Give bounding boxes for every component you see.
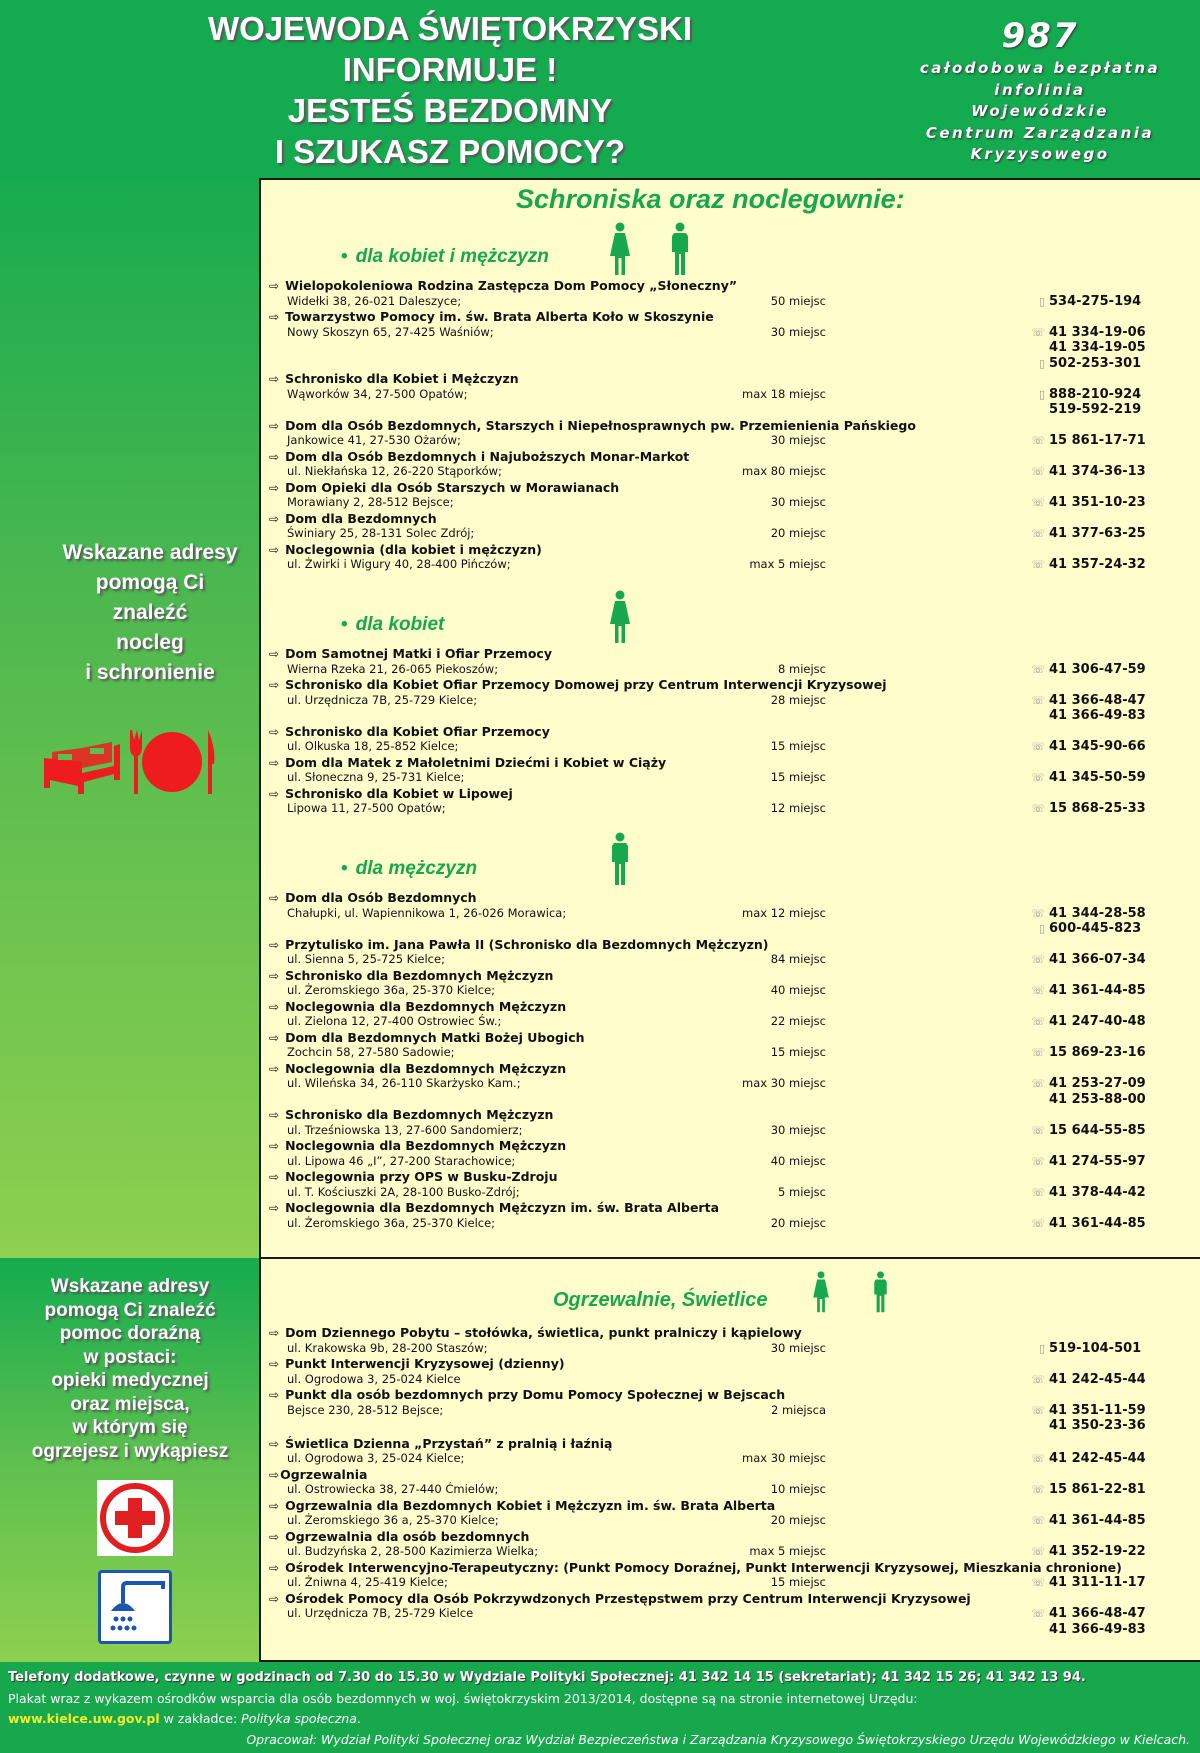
list-item: ⇨ Noclegownia przy OPS w Busku-Zdroju ul. T. Kościuszki 2A, 28-100 Busko-Zdrój; 5 miejsc ☏ 41 378-44-42 — [269, 1169, 1146, 1200]
facility-address: ul. Ostrowiecka 38, 27-440 Ćmielów; — [287, 1482, 499, 1496]
facility-address: ul. Żeromskiego 36a, 25-370 Kielce; — [287, 983, 496, 997]
sidebar-text-line: ogrzejesz i wykąpiesz — [31, 1440, 229, 1462]
facility-places: max 80 miejsc — [742, 464, 826, 478]
facility-places: 2 miejsca — [770, 1402, 826, 1417]
facility-address: ul. Sienna 5, 25-725 Kielce; — [287, 952, 445, 966]
facility-name: Towarzystwo Pomocy im. św. Brata Alberta Koło w Skoszynie — [285, 309, 714, 324]
facility-name: Ogrzewalnia dla osób bezdomnych — [285, 1528, 530, 1544]
list-item: ⇨ Ogrzewalnia dla Bezdomnych Kobiet i Mężczyzn im. św. Brata Alberta ul. Żeromskiego 36 a, 25-370 Kielce; 20 miejsc ☏ 41 361-44-85 — [269, 1497, 1146, 1528]
landline-phone-icon: ☏ — [1031, 1015, 1045, 1028]
facility-address: ul. Żniwna 4, 25-419 Kielce; — [287, 1575, 448, 1589]
footer-phones: Telefony dodatkowe, czynne w godzinach od 7.30 do 15.30 w Wydziale Polityki Społecznej: 41 342 14 15 (sekretariat); 41 342 15 26; 41 342 13 94. — [8, 1670, 1086, 1685]
sidebar-text-line: pomogą Ci znaleźć — [44, 1299, 216, 1321]
phone-number: ☏ 41 351-11-59 — [1029, 1403, 1146, 1419]
sidebar-text-line: w postaci: — [83, 1346, 177, 1368]
phone-number: 41 334-19-05 — [1049, 340, 1146, 355]
facility-name: Noclegownia dla Bezdomnych Mężczyzn — [285, 1060, 567, 1076]
facility-name: Schronisko dla Kobiet i Mężczyzn — [285, 371, 519, 386]
phone-number: ☏ 41 361-44-85 — [1029, 1216, 1146, 1232]
facility-name: Schronisko dla Kobiet w Lipowej — [285, 785, 513, 801]
phone-number: 519-592-219 — [1049, 402, 1142, 417]
phone-number: ☏ 41 345-90-66 — [1029, 739, 1146, 755]
page-title — [140, 8, 760, 172]
sidebar-text-line: znaleźć — [112, 601, 188, 624]
group-title-label: dla kobiet i mężczyzn — [355, 246, 549, 267]
cutlery-plate-icon — [130, 730, 214, 794]
hotline-info — [910, 14, 1170, 166]
list-item: ⇨ Ośrodek Pomocy dla Osób Pokrzywdzonych Przestępstwem przy Centrum Interwencji Kryzysowej ul. Urzędnicza 7B, 25-729 Kielce ☏ 41 366-48-47 41 366-49-83 — [269, 1590, 1146, 1637]
phone-number: 41 350-23-36 — [1049, 1418, 1146, 1433]
shelters-panel — [259, 178, 1200, 1258]
group-title-label: dla mężczyzn — [355, 858, 478, 879]
facility-places: 15 miejsc — [770, 1045, 826, 1059]
sidebar-shelters-text — [40, 538, 260, 688]
facility-places: max 18 miejsc — [742, 386, 826, 401]
list-item: ⇨Ogrzewalnia ul. Ostrowiecka 38, 27-440 Ćmielów; 10 miejsc ☏ 15 861-22-81 — [269, 1466, 1146, 1497]
sidebar-shelters — [0, 178, 260, 1258]
phone-number: ▯ 600-445-823 — [1029, 921, 1146, 937]
hotline-line: Centrum Zarządzania — [925, 123, 1155, 142]
sidebar-text-line: Wskazane adresy — [50, 1276, 210, 1297]
landline-phone-icon: ☏ — [1031, 693, 1045, 707]
facility-name: Schronisko dla Kobiet Ofiar Przemocy Domowej przy Centrum Interwencji Kryzysowej — [285, 677, 887, 692]
landline-phone-icon: ☏ — [1031, 1123, 1045, 1137]
facility-places: max 30 miejsc — [742, 1451, 826, 1465]
facility-places: 50 miejsc — [770, 293, 826, 308]
landline-phone-icon: ☏ — [1031, 1154, 1045, 1168]
landline-phone-icon: ☏ — [1031, 434, 1045, 447]
facility-address: ul. Żeromskiego 36 a, 25-370 Kielce; — [287, 1513, 499, 1527]
facility-places: 22 miejsc — [770, 1014, 826, 1028]
entries-women — [269, 646, 1189, 817]
phone-number: ☏ 41 378-44-42 — [1029, 1185, 1146, 1201]
facility-address: Wierna Rzeka 21, 26-065 Piekoszów; — [287, 661, 499, 676]
phone-number: ☏ 41 306-47-59 — [1029, 662, 1146, 678]
facility-name: Punkt dla osób bezdomnych przy Domu Pomocy Społecznej w Bejscach — [285, 1387, 786, 1402]
list-item: ⇨ Ośrodek Interwencyjno-Terapeutyczny: (Punkt Pomocy Doraźnej, Punkt Interwencji Kryzysowej, Mieszkania chronione) ul. Żniwna 4, 25-419 Kielce; 15 miejsc ☏ 41 311-11-17 — [269, 1559, 1146, 1590]
hotline-line: Wojewódzkie — [971, 102, 1109, 120]
facility-name: Ogrzewalnia dla Bezdomnych Kobiet i Mężczyzn im. św. Brata Alberta — [285, 1497, 776, 1513]
list-item: ⇨ Ogrzewalnia dla osób bezdomnych ul. Budzyńska 2, 28-500 Kazimierza Wielka; max 5 miejsc ☏ 41 352-19-22 — [269, 1528, 1146, 1559]
landline-phone-icon: ☏ — [1031, 802, 1045, 815]
website-link[interactable]: www.kielce.uw.gov.pl — [8, 1711, 160, 1726]
phone-number: ☏ 41 344-28-58 — [1029, 906, 1146, 922]
facility-address: ul. Słoneczna 9, 25-731 Kielce; — [287, 770, 465, 784]
facility-address: Chałupki, ul. Wapiennikowa 1, 26-026 Morawica; — [287, 905, 567, 920]
title-line: JESTEŚ BEZDOMNY — [287, 92, 613, 129]
facility-address: Jankowice 41, 27-530 Ożarów; — [287, 433, 461, 447]
list-item: ⇨ Noclegownia (dla kobiet i mężczyzn) ul. Żwirki i Wigury 40, 28-400 Pińczów; max 5 miejsc ☏ 41 357-24-32 — [269, 541, 1146, 572]
list-item: ⇨ Dom Dziennego Pobytu – stołówka, świetlica, punkt pralniczy i kąpielowy ul. Krakowska 9b, 28-200 Staszów; 30 miejsc ▯ 519-104-501 — [269, 1325, 1142, 1356]
group-title-mixed: • dla kobiet i mężczyzn — [341, 246, 549, 267]
facility-places: 15 miejsc — [770, 770, 826, 784]
phone-number: 41 253-88-00 — [1049, 1091, 1146, 1107]
list-item: ⇨ Dom dla Osób Bezdomnych i Najuboższych Monar-Markot ul. Niekłańska 12, 26-220 Stąporków; max 80 miejsc ☏ 41 374-36-13 — [269, 448, 1146, 479]
facility-address: ul. Zielona 12, 27-400 Ostrowiec Św.; — [287, 1014, 502, 1028]
facility-address: ul. Żeromskiego 36a, 25-370 Kielce; — [287, 1215, 496, 1230]
sidebar-text-line: oraz miejsca, — [70, 1393, 190, 1415]
list-item: ⇨ Noclegownia dla Bezdomnych Mężczyzn ul. Wileńska 34, 26-110 Skarżysko Kam.; max 30 miejsc ☏ 41 253-27-09 41 253-88-00 — [269, 1060, 1146, 1107]
phone-number: ☏ 41 366-48-47 — [1029, 1606, 1146, 1622]
title-line: INFORMUJE ! — [342, 51, 558, 88]
header — [0, 0, 1200, 178]
facility-name: Ośrodek Pomocy dla Osób Pokrzywdzonych Przestępstwem przy Centrum Interwencji Kryzysowej — [285, 1590, 971, 1606]
hotline-line: Kryzysowego — [970, 145, 1110, 163]
landline-phone-icon: ☏ — [1031, 325, 1045, 339]
phone-number: ☏ 41 345-50-59 — [1029, 770, 1146, 786]
facility-name: Przytulisko im. Jana Pawła II (Schronisko dla Bezdomnych Mężczyzn) — [285, 936, 769, 952]
facility-places: 40 miejsc — [770, 1153, 826, 1168]
section-title: Ogrzewalnie, Świetlice — [553, 1289, 768, 1311]
landline-phone-icon: ☏ — [1031, 1514, 1045, 1527]
facility-name: Schronisko dla Kobiet Ofiar Przemocy — [285, 723, 550, 739]
facility-places: 30 miejsc — [770, 433, 826, 447]
warming-panel — [259, 1258, 1200, 1662]
phone-number: ☏ 41 351-10-23 — [1029, 495, 1146, 511]
footer-poster-info: Plakat wraz z wykazem ośrodków wsparcia dla osób bezdomnych w woj. świętokrzyskim 2013/2014, dostępne są na stronie internetowej Urzędu: — [8, 1690, 918, 1706]
facility-address: ul. Krakowska 9b, 28-200 Staszów; — [287, 1340, 488, 1355]
phone-number: ☏ 15 861-17-71 — [1029, 433, 1146, 449]
facility-name: Dom dla Osób Bezdomnych — [285, 890, 477, 905]
phone-number: ☏ 41 242-45-44 — [1029, 1372, 1146, 1388]
facility-name: Noclegownia przy OPS w Busku-Zdroju — [285, 1169, 558, 1184]
phone-number: ☏ 41 357-24-32 — [1029, 557, 1146, 573]
bed-and-food-icons — [42, 728, 217, 796]
phone-number: ☏ 15 644-55-85 — [1029, 1123, 1146, 1139]
landline-phone-icon: ☏ — [1031, 1046, 1045, 1059]
landline-phone-icon: ☏ — [1031, 1403, 1045, 1417]
facility-address: ul. Ogrodowa 3, 25-024 Kielce; — [287, 1451, 465, 1465]
facility-places: max 30 miejsc — [742, 1076, 826, 1090]
phone-number: ☏ 41 311-11-17 — [1029, 1575, 1146, 1591]
woman-icon — [609, 590, 631, 644]
landline-phone-icon: ☏ — [1031, 906, 1045, 920]
mobile-phone-icon: ▯ — [1038, 1341, 1045, 1355]
facility-address: Morawiany 2, 28-512 Bejsce; — [287, 495, 454, 509]
facility-name: Dom dla Matek z Małoletnimi Dziećmi i Kobiet w Ciąży — [285, 754, 667, 770]
facility-places: 30 miejsc — [770, 495, 826, 509]
sidebar-text-line: opieki medycznej — [51, 1370, 209, 1391]
list-item: ⇨ Przytulisko im. Jana Pawła II (Schronisko dla Bezdomnych Mężczyzn) ul. Sienna 5, 25-725 Kielce; 84 miejsc ☏ 41 366-07-34 — [269, 936, 1146, 967]
list-item: ⇨ Dom dla Osób Bezdomnych Chałupki, ul. Wapiennikowa 1, 26-026 Morawica; max 12 miejsc ☏ 41 344-28-58 ▯ 600-445-823 — [269, 890, 1146, 936]
list-item: ⇨ Dom Samotnej Matki i Ofiar Przemocy Wierna Rzeka 21, 26-065 Piekoszów; 8 miejsc ☏ 41 306-47-59 — [269, 646, 1146, 677]
list-item: ⇨ Dom dla Osób Bezdomnych, Starszych i Niepełnosprawnych pw. Przemienienia Pańskiego Jankowice 41, 27-530 Ożarów; 30 miejsc ☏ 15 861-17-71 — [269, 417, 1146, 448]
landline-phone-icon: ☏ — [1031, 1452, 1045, 1465]
sidebar-text-line: w którym się — [72, 1417, 188, 1438]
facility-name: Ośrodek Interwencyjno-Terapeutyczny: (Punkt Pomocy Doraźnej, Punkt Interwencji Kryzysowej, Mieszkania chronione) — [285, 1559, 1122, 1575]
facility-address: ul. Budzyńska 2, 28-500 Kazimierza Wielka; — [287, 1544, 539, 1558]
entries-men — [269, 890, 1189, 1231]
landline-phone-icon: ☏ — [1031, 1607, 1045, 1620]
phone-number: 41 366-49-83 — [1049, 708, 1146, 723]
facility-name: Noclegownia dla Bezdomnych Mężczyzn — [285, 998, 567, 1014]
landline-phone-icon: ☏ — [1031, 496, 1045, 509]
phone-number: ▯ 502-253-301 — [1029, 356, 1146, 372]
landline-phone-icon: ☏ — [1031, 558, 1045, 571]
facility-address: ul. Lipowa 46 „I”, 27-200 Starachowice; — [287, 1153, 516, 1168]
sidebar-text-line: Wskazane adresy — [62, 541, 238, 564]
sidebar-text-line: pomogą Ci — [95, 571, 205, 594]
facility-address: ul. Olkuska 18, 25-852 Kielce; — [287, 739, 459, 753]
landline-phone-icon: ☏ — [1031, 1185, 1045, 1199]
list-item: ⇨ Schronisko dla Kobiet w Lipowej Lipowa 11, 27-500 Opatów; 12 miejsc ☏ 15 868-25-33 — [269, 785, 1146, 816]
facility-address: Wąworków 34, 27-500 Opatów; — [287, 386, 468, 401]
list-item: ⇨ Noclegownia dla Bezdomnych Mężczyzn ul. Lipowa 46 „I”, 27-200 Starachowice; 40 miejsc ☏ 41 274-55-97 — [269, 1138, 1146, 1169]
facility-address: Widełki 38, 26-021 Daleszyce; — [287, 293, 462, 308]
phone-number: ▯ 888-210-924 — [1029, 387, 1141, 403]
bed-icon — [44, 742, 120, 794]
title-line: WOJEWODA ŚWIĘTOKRZYSKI — [207, 10, 692, 47]
landline-phone-icon: ☏ — [1031, 527, 1045, 540]
entries-warming — [269, 1325, 1189, 1637]
landline-phone-icon: ☏ — [1031, 465, 1045, 478]
hotline-line: infolinia — [994, 80, 1086, 99]
entries-mixed — [269, 278, 1189, 573]
landline-phone-icon: ☏ — [1031, 1372, 1045, 1386]
landline-phone-icon: ☏ — [1031, 1483, 1045, 1496]
man-icon — [610, 832, 630, 886]
title-line: I SZUKASZ POMOCY? — [274, 133, 626, 170]
phone-number: ☏ 15 868-25-33 — [1029, 801, 1146, 817]
list-item: ⇨ Punkt Interwencji Kryzysowej (dzienny) ul. Ogrodowa 3, 25-024 Kielce ☏ 41 242-45-44 — [269, 1356, 1146, 1387]
phone-number: ☏ 41 274-55-97 — [1029, 1154, 1146, 1170]
facility-address: ul. Urzędnicza 7B, 25-729 Kielce — [287, 1606, 474, 1620]
group-title-label: dla kobiet — [355, 614, 445, 635]
facility-name: Dom dla Osób Bezdomnych, Starszych i Niepełnosprawnych pw. Przemienienia Pańskiego — [285, 417, 916, 433]
landline-phone-icon: ☏ — [1031, 1216, 1045, 1230]
phone-number: ☏ 41 247-40-48 — [1029, 1014, 1146, 1030]
list-item: ⇨ Punkt dla osób bezdomnych przy Domu Pomocy Społecznej w Bejscach Bejsce 230, 28-512 Bejsce; 2 miejsca ☏ 41 351-11-59 41 350-23-36 — [269, 1387, 1146, 1433]
landline-phone-icon: ☏ — [1031, 984, 1045, 997]
facility-places: 30 miejsc — [770, 324, 826, 339]
landline-phone-icon: ☏ — [1031, 1576, 1045, 1589]
facility-name: Noclegownia dla Bezdomnych Mężczyzn — [285, 1138, 567, 1153]
facility-places: max 5 miejsc — [749, 557, 826, 571]
mobile-phone-icon: ▯ — [1038, 922, 1045, 935]
list-item: ⇨ Noclegownia dla Bezdomnych Mężczyzn im. św. Brata Alberta ul. Żeromskiego 36a, 25-370 Kielce; 20 miejsc ☏ 41 361-44-85 — [269, 1200, 1146, 1231]
facility-address: Lipowa 11, 27-500 Opatów; — [287, 801, 446, 815]
list-item: ⇨ Schronisko dla Kobiet Ofiar Przemocy Domowej przy Centrum Interwencji Kryzysowej ul. Urzędnicza 7B, 25-729 Kielce; 28 miejsc ☏ 41 366-48-47 41 366-49-83 — [269, 677, 1146, 723]
group-title-men: • dla mężczyzn — [341, 858, 478, 879]
facility-places: 15 miejsc — [770, 1575, 826, 1589]
landline-phone-icon: ☏ — [1031, 771, 1045, 784]
footer-website-line: www.kielce.uw.gov.pl w zakładce: Polityka społeczna. — [8, 1711, 361, 1726]
website-section: Polityka społeczna — [241, 1711, 357, 1726]
facility-places: 20 miejsc — [770, 1215, 826, 1230]
shower-icon — [98, 1570, 172, 1644]
facility-name: Świetlica Dzienna „Przystań” z pralnią i łaźnią — [285, 1435, 613, 1451]
facility-places: 30 miejsc — [770, 1340, 826, 1355]
list-item: ⇨ Dom Opieki dla Osób Starszych w Morawianach Morawiany 2, 28-512 Bejsce; 30 miejsc ☏ 41 351-10-23 — [269, 479, 1146, 510]
footer-credit: Opracował: Wydział Polityki Społecznej oraz Wydział Bezpieczeństwa i Zarządzania Kryzysowego Świętokrzyskiego Urzędu Wojewódzkiego w Kielcach. — [246, 1731, 1190, 1747]
list-item: ⇨ Dom dla Bezdomnych Świniary 25, 28-131 Solec Zdrój; 20 miejsc ☏ 41 377-63-25 — [269, 510, 1146, 541]
list-item: ⇨ Schronisko dla Kobiet Ofiar Przemocy ul. Olkuska 18, 25-852 Kielce; 15 miejsc ☏ 41 345-90-66 — [269, 723, 1146, 754]
facility-address: Bejsce 230, 28-512 Bejsce; — [287, 1402, 444, 1417]
facility-places: 5 miejsc — [778, 1184, 826, 1199]
facility-address: ul. Wileńska 34, 26-110 Skarżysko Kam.; — [287, 1076, 521, 1090]
landline-phone-icon: ☏ — [1031, 1545, 1045, 1558]
facility-name: Dom dla Bezdomnych Matki Bożej Ubogich — [285, 1029, 585, 1045]
facility-name: Dom Samotnej Matki i Ofiar Przemocy — [285, 646, 552, 661]
landline-phone-icon: ☏ — [1031, 662, 1045, 676]
list-item: ⇨ Schronisko dla Kobiet i Mężczyzn Wąworków 34, 27-500 Opatów; max 18 miejsc ▯ 888-210-924 519-592-219 — [269, 371, 1142, 417]
facility-name: Dom Dziennego Pobytu – stołówka, świetlica, punkt pralniczy i kąpielowy — [285, 1325, 802, 1340]
list-item: ⇨ Towarzystwo Pomocy im. św. Brata Alberta Koło w Skoszynie Nowy Skoszyn 65, 27-425 Waśniów; 30 miejsc ☏ 41 334-19-06 41 334-19-05 ▯ 502-253-301 — [269, 309, 1146, 371]
facility-name: Ogrzewalnia — [280, 1466, 368, 1482]
facility-address: ul. Trześniowska 13, 27-600 Sandomierz; — [287, 1122, 523, 1137]
mobile-phone-icon: ▯ — [1038, 356, 1045, 370]
woman-icon — [609, 222, 631, 276]
facility-places: 10 miejsc — [770, 1482, 826, 1496]
sidebar-text-line: nocleg — [116, 631, 184, 654]
facility-address: Nowy Skoszyn 65, 27-425 Waśniów; — [287, 324, 494, 339]
phone-number: ☏ 41 352-19-22 — [1029, 1544, 1146, 1560]
website-suffix: w zakładce: — [159, 1711, 242, 1726]
sidebar-help-text — [0, 1275, 260, 1463]
facility-places: 84 miejsc — [770, 952, 826, 966]
facility-name: Schronisko dla Bezdomnych Mężczyzn — [285, 967, 554, 983]
sidebar-text-line: pomoc doraźną — [59, 1323, 201, 1344]
facility-places: 30 miejsc — [770, 1122, 826, 1137]
phone-number: ☏ 41 374-36-13 — [1029, 464, 1146, 480]
phone-number: ☏ 15 869-23-16 — [1029, 1045, 1146, 1061]
facility-address: ul. T. Kościuszki 2A, 28-100 Busko-Zdrój; — [287, 1184, 520, 1199]
list-item: ⇨ Świetlica Dzienna „Przystań” z pralnią i łaźnią ul. Ogrodowa 3, 25-024 Kielce; max 30 miejsc ☏ 41 242-45-44 — [269, 1435, 1146, 1466]
facility-places: max 12 miejsc — [742, 905, 826, 920]
facility-name: Dom dla Osób Bezdomnych i Najuboższych Monar-Markot — [285, 448, 690, 464]
facility-name: Wielopokoleniowa Rodzina Zastępcza Dom Pomocy „Słoneczny” — [285, 278, 738, 293]
phone-number: 41 366-49-83 — [1049, 1621, 1146, 1637]
landline-phone-icon: ☏ — [1031, 740, 1045, 753]
phone-number: ☏ 41 361-44-85 — [1029, 1513, 1146, 1529]
facility-name: Noclegownia dla Bezdomnych Mężczyzn im. św. Brata Alberta — [285, 1200, 720, 1215]
phone-number: ▯ 519-104-501 — [1029, 1341, 1141, 1357]
facility-name: Noclegownia (dla kobiet i mężczyzn) — [285, 541, 542, 557]
landline-phone-icon: ☏ — [1031, 953, 1045, 966]
phone-number: ☏ 41 242-45-44 — [1029, 1451, 1146, 1467]
facility-places: 12 miejsc — [770, 801, 826, 815]
facility-address: ul. Żwirki i Wigury 40, 28-400 Pińczów; — [287, 557, 511, 571]
group-title-women: • dla kobiet — [341, 614, 445, 635]
list-item: ⇨ Noclegownia dla Bezdomnych Mężczyzn ul. Zielona 12, 27-400 Ostrowiec Św.; 22 miejsc ☏ 41 247-40-48 — [269, 998, 1146, 1029]
medical-cross-icon — [97, 1480, 173, 1556]
list-item: ⇨ Dom dla Matek z Małoletnimi Dziećmi i Kobiet w Ciąży ul. Słoneczna 9, 25-731 Kielce; 15 miejsc ☏ 41 345-50-59 — [269, 754, 1146, 785]
list-item: ⇨ Schronisko dla Bezdomnych Mężczyzn ul. Trześniowska 13, 27-600 Sandomierz; 30 miejsc ☏ 15 644-55-85 — [269, 1107, 1146, 1138]
facility-name: Dom dla Bezdomnych — [285, 510, 437, 526]
hotline-line: całodobowa bezpłatna — [919, 59, 1161, 77]
mobile-phone-icon: ▯ — [1038, 294, 1045, 308]
man-icon — [670, 222, 690, 276]
hotline-number: 987 — [1001, 16, 1079, 56]
facility-places: 40 miejsc — [770, 983, 826, 997]
facility-places: 28 miejsc — [770, 692, 826, 707]
facility-name: Schronisko dla Bezdomnych Mężczyzn — [285, 1107, 554, 1122]
list-item: ⇨ Schronisko dla Bezdomnych Mężczyzn ul. Żeromskiego 36a, 25-370 Kielce; 40 miejsc ☏ 41 361-44-85 — [269, 967, 1146, 998]
facility-address: ul. Urzędnicza 7B, 25-729 Kielce; — [287, 692, 478, 707]
phone-number: ☏ 41 377-63-25 — [1029, 526, 1146, 542]
facility-address: ul. Niekłańska 12, 26-220 Stąporków; — [287, 464, 502, 478]
footer — [0, 1662, 1200, 1753]
facility-places: 20 miejsc — [770, 526, 826, 540]
phone-number: ▯ 534-275-194 — [1029, 294, 1141, 310]
facility-address: Zochcin 58, 27-580 Sadowie; — [287, 1045, 455, 1059]
facility-name: Dom Opieki dla Osób Starszych w Morawianach — [285, 479, 620, 495]
list-item: ⇨ Wielopokoleniowa Rodzina Zastępcza Dom Pomocy „Słoneczny” Widełki 38, 26-021 Daleszyce; 50 miejsc ▯ 534-275-194 — [269, 278, 1142, 309]
facility-name: Punkt Interwencji Kryzysowej (dzienny) — [285, 1356, 565, 1371]
phone-number: ☏ 15 861-22-81 — [1029, 1482, 1146, 1498]
phone-number: ☏ 41 361-44-85 — [1029, 983, 1146, 999]
phone-number: ☏ 41 366-07-34 — [1029, 952, 1146, 968]
mobile-phone-icon: ▯ — [1038, 387, 1045, 401]
section-title: Schroniska oraz noclegownie: — [516, 184, 905, 214]
phone-number: ☏ 41 253-27-09 — [1029, 1076, 1146, 1092]
phone-number: ☏ 41 334-19-06 — [1029, 325, 1146, 341]
phone-number: ☏ 41 366-48-47 — [1029, 693, 1146, 709]
woman-icon — [812, 1271, 830, 1313]
facility-places: max 5 miejsc — [749, 1544, 826, 1558]
facility-address: Świniary 25, 28-131 Solec Zdrój; — [287, 526, 475, 540]
landline-phone-icon: ☏ — [1031, 1077, 1045, 1090]
facility-places: 8 miejsc — [778, 661, 826, 676]
facility-places: 20 miejsc — [770, 1513, 826, 1527]
list-item: ⇨ Dom dla Bezdomnych Matki Bożej Ubogich Zochcin 58, 27-580 Sadowie; 15 miejsc ☏ 15 869-23-16 — [269, 1029, 1146, 1060]
facility-places: 15 miejsc — [770, 739, 826, 753]
sidebar-text-line: i schronienie — [85, 661, 215, 684]
facility-address: ul. Ogrodowa 3, 25-024 Kielce — [287, 1371, 461, 1386]
man-icon — [872, 1271, 889, 1313]
